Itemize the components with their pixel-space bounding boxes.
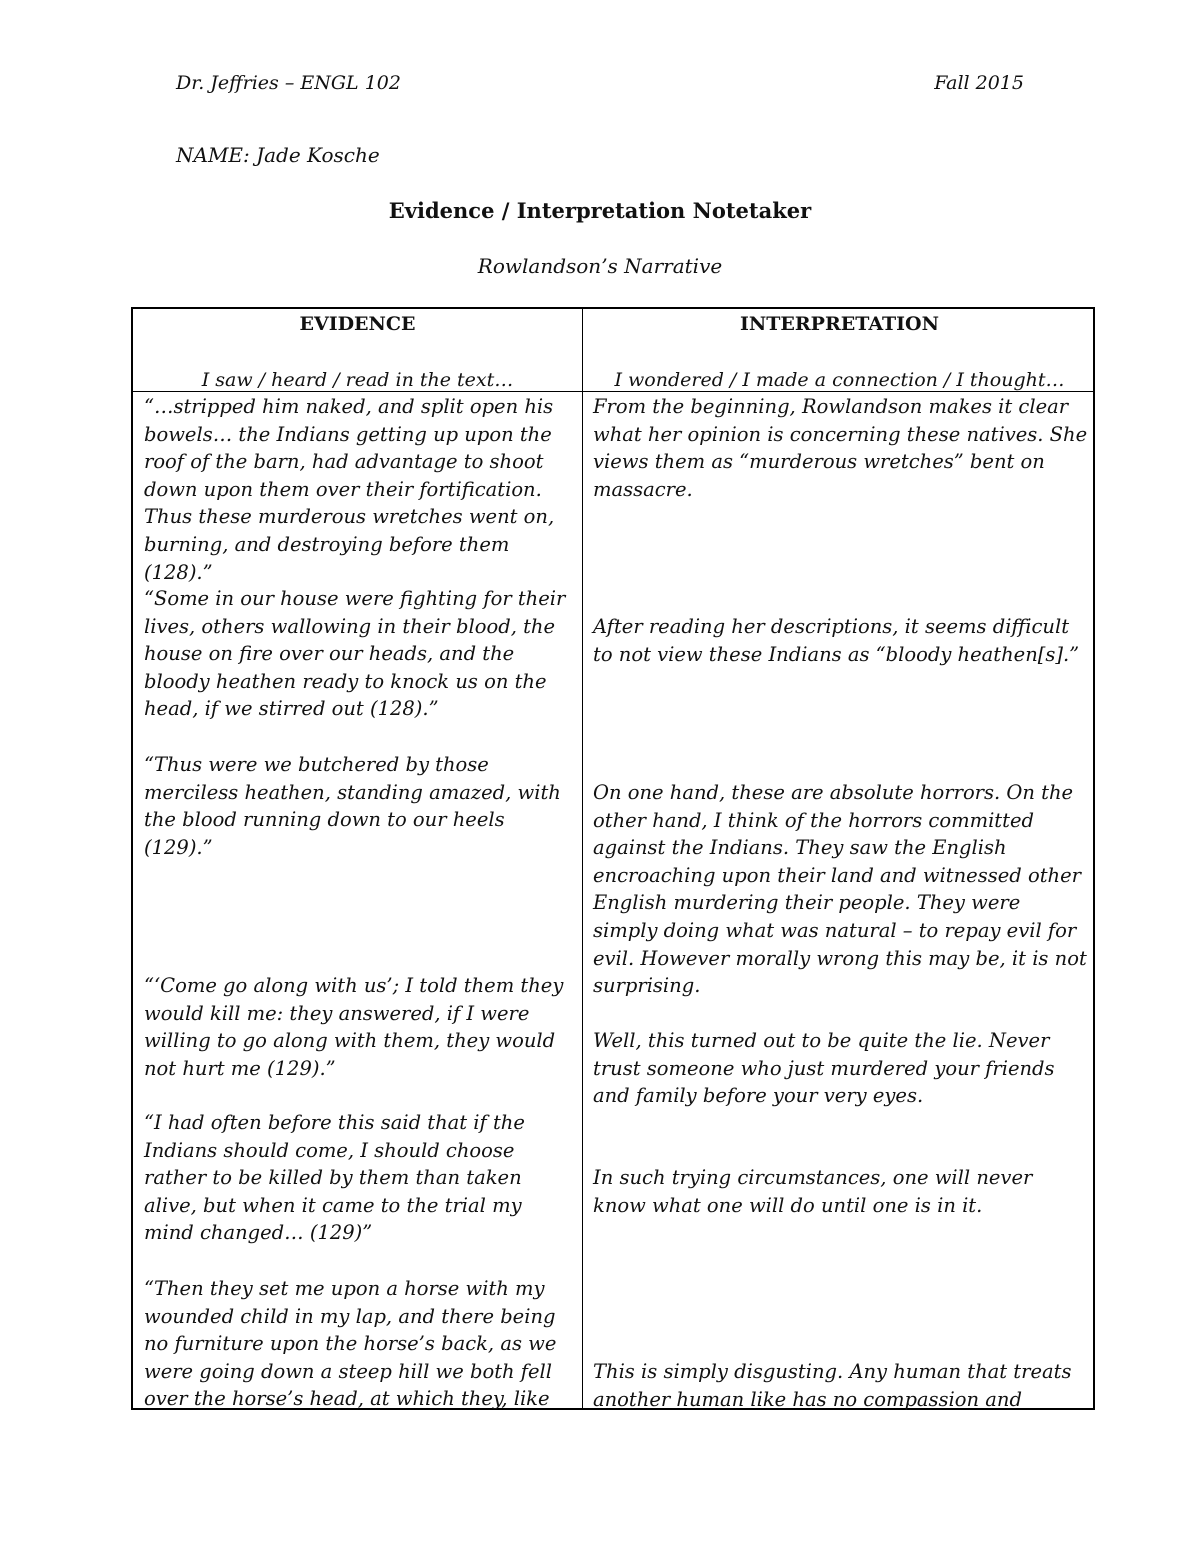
interpretation-entry: From the beginning, Rowlandson makes it clear what her opinion is concerning these natives. She views them as “murderous wretches” bent on massacre. xyxy=(593,395,1088,501)
student-name: NAME: Jade Kosche xyxy=(176,143,380,167)
evidence-subheader: I saw / heard / read in the text… xyxy=(201,369,514,391)
interpretation-entry: This is simply disgusting. Any human that treats another human like has no compassion and xyxy=(593,1360,1072,1411)
interpretation-subheader: I wondered / I made a connection / I thought… xyxy=(614,369,1065,391)
interpretation-column-header xyxy=(584,313,1095,391)
header-divider xyxy=(133,391,1093,392)
evidence-entry: “‘Come go along with us’; I told them they would kill me: they answered, if I were willing to go along with them, they would not hurt me (129).” xyxy=(144,974,564,1080)
document-subtitle: Rowlandson’s Narrative xyxy=(477,254,723,278)
column-divider xyxy=(582,309,583,1408)
notetaker-table xyxy=(131,307,1095,1410)
interpretation-entry: After reading her descriptions, it seems difficult to not view these Indians as “bloody heathen[s].” xyxy=(593,615,1080,666)
interpretation-entry: On one hand, these are absolute horrors. On the other hand, I think of the horrors committed against the Indians. They saw the English encroaching upon their land and witnessed other English murdering their people. They were simply doing what was natural – to repay evil for evil. However morally wrong this may be, it is not surprising. xyxy=(593,781,1087,998)
interpretation-entry: Well, this turned out to be quite the lie. Never trust someone who just murdered your friends and family before your very eyes. xyxy=(593,1029,1055,1108)
header-term: Fall 2015 xyxy=(934,72,1024,94)
evidence-header: EVIDENCE xyxy=(299,313,416,335)
interpretation-entry: In such trying circumstances, one will never know what one will do until one is in it. xyxy=(593,1166,1033,1217)
header-course: Dr. Jeffries – ENGL 102 xyxy=(176,72,401,94)
evidence-entry: “Then they set me upon a horse with my wounded child in my lap, and there being no furniture upon the horse’s back, as we were going down a steep hill we both fell over the horse’s head, at which they, like xyxy=(144,1277,557,1411)
evidence-column-header xyxy=(133,313,582,391)
evidence-entry: “I had often before this said that if the Indians should come, I should choose rather to be killed by them than taken alive, but when it came to the trial my mind changed… (129)” xyxy=(144,1111,525,1245)
evidence-entry: “Some in our house were fighting for their lives, others wallowing in their blood, the house on fire over our heads, and the bloody heathen ready to knock us on the head, if we stirred out (128).” xyxy=(144,587,566,721)
interpretation-header: INTERPRETATION xyxy=(740,313,939,335)
evidence-entry: “Thus were we butchered by those merciless heathen, standing amazed, with the blood running down to our heels (129).” xyxy=(144,753,561,859)
document-title: Evidence / Interpretation Notetaker xyxy=(388,198,812,223)
evidence-entry: “…stripped him naked, and split open his bowels… the Indians getting up upon the roof of the barn, had advantage to shoot down upon them over their fortification. Thus these murderous wretches went on, burning, and destroying before them (128).” xyxy=(144,395,555,584)
